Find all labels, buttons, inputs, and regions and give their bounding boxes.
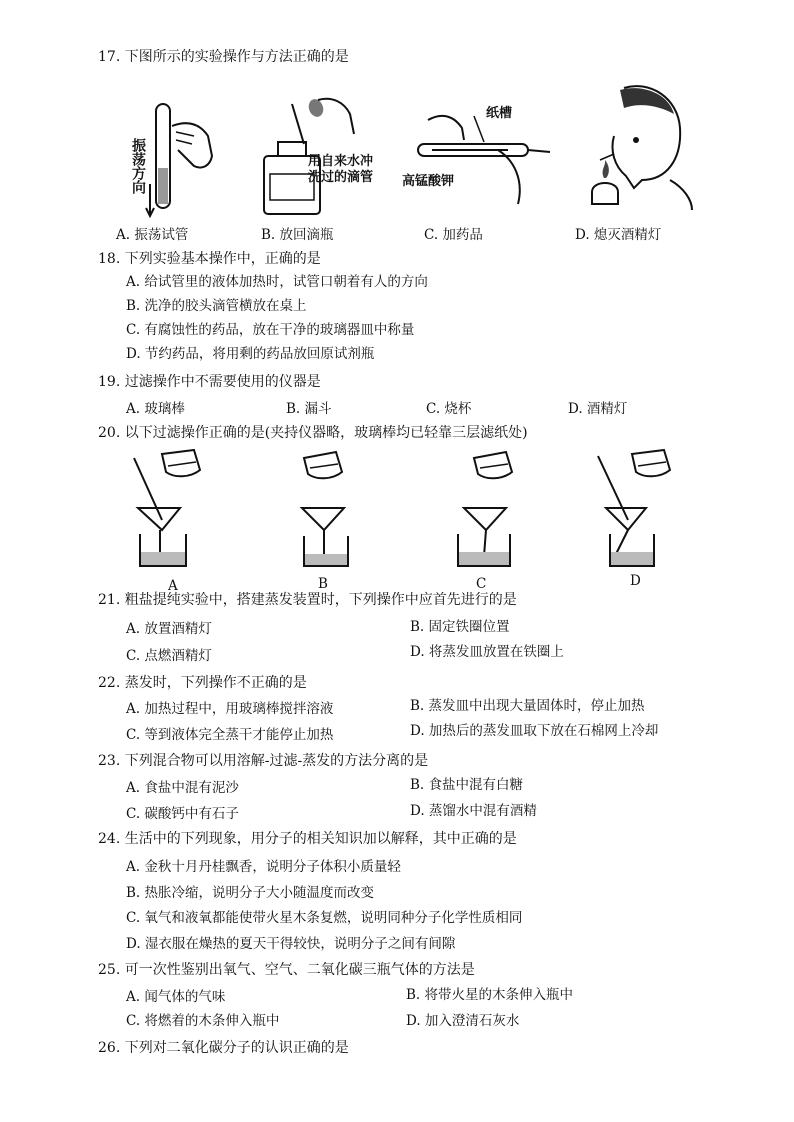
q19-option-d: D. 酒精灯 (568, 401, 628, 417)
q18-option-b: B. 洗净的胶头滴管横放在桌上 (126, 298, 307, 314)
question-23-stem: 23. 下列混合物可以用溶解-过滤-蒸发的方法分离的是 (98, 753, 429, 769)
q24-option-d: D. 湿衣服在燥热的夏天干得较快，说明分子之间有间隙 (126, 936, 456, 952)
potassium-permanganate-label: 高锰酸钾 (402, 174, 455, 189)
figure-blow-alcohol-lamp (584, 84, 694, 210)
q22-option-b: B. 蒸发皿中出现大量固体时，停止加热 (410, 698, 645, 714)
question-26-stem: 26. 下列对二氧化碳分子的认识正确的是 (98, 1040, 349, 1056)
q21-option-d: D. 将蒸发皿放置在铁圈上 (410, 644, 564, 660)
q19-option-a: A. 玻璃棒 (126, 401, 185, 417)
filter-label-c: C (476, 576, 487, 592)
q18-option-a: A. 给试管里的液体加热时，试管口朝着有人的方向 (126, 274, 428, 290)
tap-water-dropper-label: 用自来水冲洗过的滴管 (308, 154, 374, 185)
q17-option-d: D. 熄灭酒精灯 (575, 227, 662, 243)
q25-option-a: A. 闻气体的气味 (126, 989, 226, 1005)
q24-option-c: C. 氧气和液氧都能使带火星木条复燃，说明同种分子化学性质相同 (126, 910, 523, 926)
q23-option-a: A. 食盐中混有泥沙 (126, 780, 239, 796)
q18-option-d: D. 节约药品，将用剩的药品放回原试剂瓶 (126, 346, 375, 362)
q19-option-b: B. 漏斗 (286, 401, 332, 417)
q24-option-a: A. 金秋十月丹桂飘香，说明分子体积小质量轻 (126, 859, 401, 875)
q21-option-c: C. 点燃酒精灯 (126, 648, 212, 664)
q21-option-a: A. 放置酒精灯 (126, 621, 212, 637)
q23-option-d: D. 蒸馏水中混有酒精 (410, 803, 537, 819)
filter-label-a: A (168, 578, 178, 594)
q25-option-b: B. 将带火星的木条伸入瓶中 (406, 987, 574, 1003)
q21-option-b: B. 固定铁圈位置 (410, 619, 510, 635)
question-20-stem: 20. 以下过滤操作正确的是(夹持仪器略，玻璃棒均已轻靠三层滤纸处) (98, 425, 528, 441)
shake-direction-label: 振荡方向 (130, 138, 146, 194)
q25-option-d: D. 加入澄清石灰水 (406, 1013, 520, 1029)
question-19-stem: 19. 过滤操作中不需要使用的仪器是 (98, 374, 321, 390)
question-22-stem: 22. 蒸发时，下列操作不正确的是 (98, 675, 307, 691)
q17-option-c: C. 加药品 (424, 227, 483, 243)
question-18-stem: 18. 下列实验基本操作中，正确的是 (98, 251, 321, 267)
filter-figure-d (588, 448, 688, 573)
question-25-stem: 25. 可一次性鉴别出氧气、空气、二氧化碳三瓶气体的方法是 (98, 962, 475, 978)
q17-option-a: A. 振荡试管 (116, 227, 189, 243)
figure-shake-test-tube (128, 96, 228, 218)
q23-option-c: C. 碳酸钙中有石子 (126, 806, 239, 822)
q17-option-b: B. 放回滴瓶 (261, 227, 334, 243)
filter-label-d: D (630, 573, 641, 589)
q19-option-c: C. 烧杯 (426, 401, 472, 417)
q22-option-c: C. 等到液体完全蒸干才能停止加热 (126, 727, 334, 743)
figure-paper-trough (402, 100, 558, 210)
question-24-stem: 24. 生活中的下列现象，用分子的相关知识加以解释，其中正确的是 (98, 831, 517, 847)
filter-figure-c (448, 448, 548, 573)
q25-option-c: C. 将燃着的木条伸入瓶中 (126, 1013, 280, 1029)
q23-option-b: B. 食盐中混有白糖 (410, 777, 524, 793)
filter-figure-a (120, 448, 220, 573)
question-21-stem: 21. 粗盐提纯实验中，搭建蒸发装置时，下列操作中应首先进行的是 (98, 592, 517, 608)
paper-trough-label: 纸槽 (486, 106, 513, 121)
q22-option-a: A. 加热过程中，用玻璃棒搅拌溶液 (126, 701, 334, 717)
q22-option-d: D. 加热后的蒸发皿取下放在石棉网上冷却 (410, 723, 659, 739)
q18-option-c: C. 有腐蚀性的药品，放在干净的玻璃器皿中称量 (126, 322, 415, 338)
filter-label-b: B (318, 576, 328, 592)
question-17-stem: 17. 下图所示的实验操作与方法正确的是 (98, 49, 349, 65)
filter-figure-b (280, 448, 380, 573)
q24-option-b: B. 热胀冷缩，说明分子大小随温度而改变 (126, 885, 375, 901)
figure-dropper-bottle (258, 94, 388, 218)
